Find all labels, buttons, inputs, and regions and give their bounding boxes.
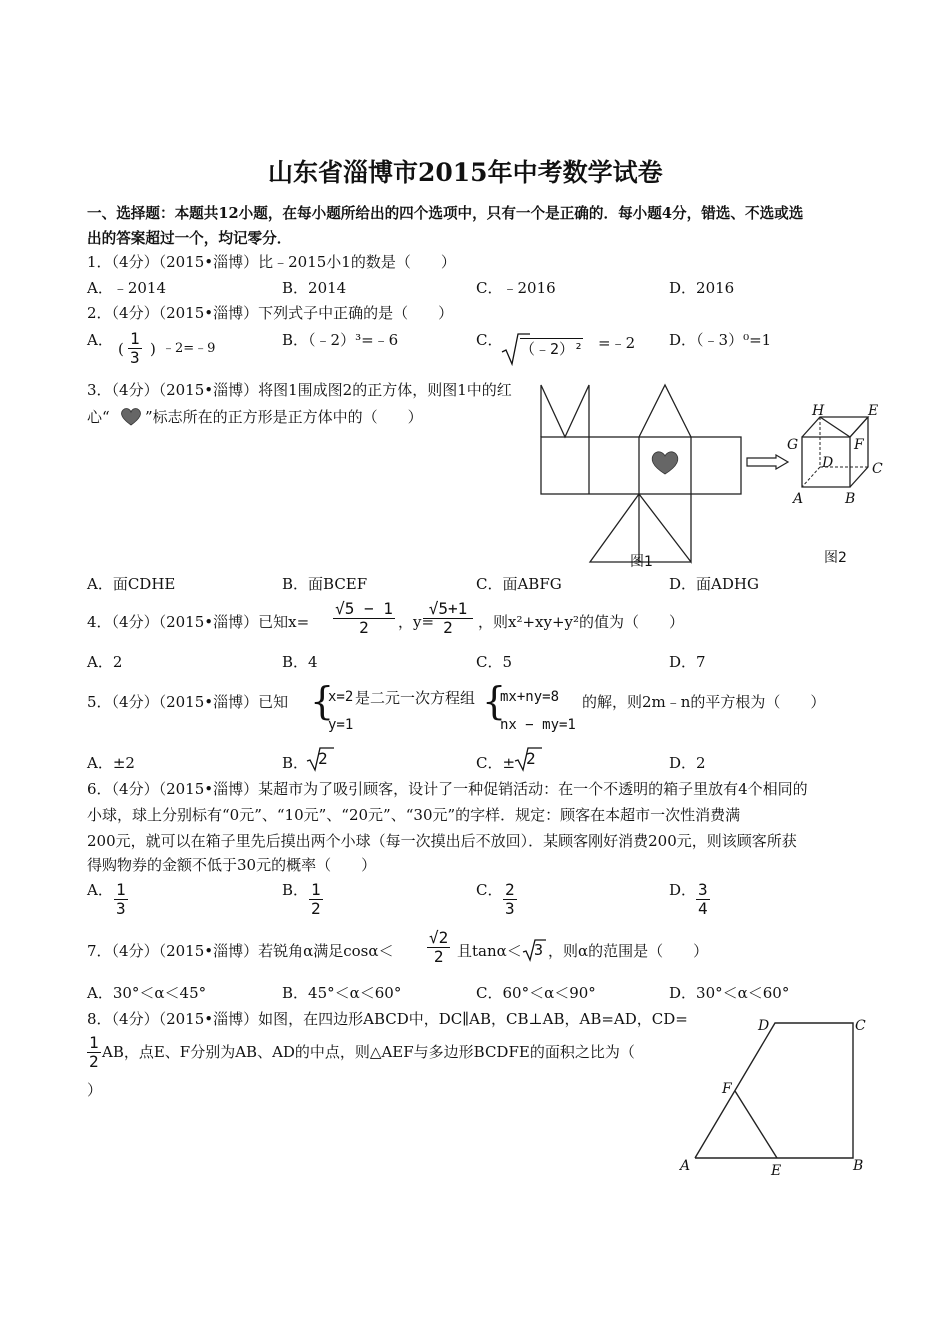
q4-x-numerator: √5 − 1: [333, 600, 395, 619]
q8-denominator: 2: [89, 1052, 99, 1071]
q2-option-c-label: C．: [476, 331, 503, 349]
q8-label-e: E: [771, 1163, 782, 1179]
q5-system2-brace: {: [482, 679, 507, 723]
q5-system1-brace: {: [310, 679, 335, 723]
section-header-line2: 出的答案超过一个，均记零分．: [87, 230, 292, 247]
q8-quadrilateral-figure: [690, 1015, 870, 1165]
q5-option-a: A．±2: [87, 754, 135, 772]
q6-option-a-label: A．: [87, 881, 113, 899]
q4-stem-suffix: ，则x²+xy+y²的值为（ ）: [478, 613, 685, 631]
q4-x-fraction: [333, 600, 395, 637]
q6-d-denominator: 4: [698, 899, 708, 918]
q5-system1-eq2: y=1: [328, 717, 354, 733]
q8-label-c: C: [855, 1018, 866, 1034]
q2-a-paren-close: ): [150, 340, 156, 358]
q1-stem: 1．（4分）（2015•淄博）比﹣2015小1的数是（ ）: [87, 253, 456, 271]
q1-option-b: B．2014: [282, 279, 347, 297]
q4-x-denominator: 2: [359, 618, 369, 637]
q3-stem-line1: 3．（4分）（2015•淄博）将图1围成图2的正方体，则图1中的红: [87, 381, 512, 399]
q2-a-rest: ﹣2=﹣9: [162, 341, 216, 356]
q5-stem-suffix: 的解，则2m﹣n的平方根为（ ）: [582, 693, 826, 711]
q7-option-b: B．45°＜α＜60°: [282, 984, 402, 1002]
q5-option-d: D．2: [669, 754, 706, 772]
q4-stem-prefix: 4．（4分）（2015•淄博）已知x=: [87, 613, 310, 631]
q7-stem-mid: 且tanα＜: [457, 942, 522, 960]
q4-y-numerator: √5+1: [423, 600, 473, 619]
q6-stem-line3: 200元，就可以在箱子里先后摸出两个小球（每一次摸出后不放回）．某顾客刚好消费200元，则该顾客所获: [87, 832, 797, 850]
q6-b-numerator: 1: [311, 880, 321, 899]
arrow-right-icon: [746, 454, 790, 470]
q5-stem-prefix: 5．（4分）（2015•淄博）已知: [87, 693, 289, 711]
q3-cube-label-d: D: [822, 455, 834, 471]
q3-cube-label-f: F: [854, 437, 864, 453]
q6-a-denominator: 3: [116, 899, 126, 918]
q3-cube-label-c: C: [872, 461, 883, 477]
q7-stem-prefix: 7．（4分）（2015•淄博）若锐角α满足cosα＜: [87, 942, 394, 960]
q1-option-c: C．﹣2016: [476, 279, 556, 297]
q3-stem-line2b: ”标志所在的正方形是正方体中的（ ）: [145, 408, 423, 426]
q6-option-b-label: B．: [282, 881, 309, 899]
q6-d-fraction: [696, 881, 710, 918]
q7-fraction: [427, 929, 450, 966]
q5-system2-eq2: nx − my=1: [500, 717, 576, 733]
q2-a-denominator: 3: [130, 348, 140, 367]
q6-b-fraction: [309, 881, 323, 918]
q7-option-a: A．30°＜α＜45°: [87, 984, 207, 1002]
q5-option-c-label: C．±: [476, 754, 516, 772]
q7-option-c: C．60°＜α＜90°: [476, 984, 596, 1002]
q8-fraction: [87, 1034, 101, 1071]
q5-c-radicand: 2: [526, 749, 536, 768]
q2-stem: 2．（4分）（2015•淄博）下列式子中正确的是（ ）: [87, 304, 454, 322]
q8-numerator: 1: [89, 1033, 99, 1052]
q2-option-a-label: A．: [87, 331, 113, 349]
q3-net-heart-icon: [652, 452, 678, 474]
q4-option-a: A．2: [87, 653, 123, 671]
q8-label-b: B: [853, 1158, 864, 1174]
q6-d-numerator: 3: [698, 880, 708, 899]
q5-option-b-label: B．: [282, 754, 309, 772]
q4-y-denominator: 2: [443, 618, 453, 637]
q6-option-d-label: D．: [669, 881, 697, 899]
q5-system1-eq1: x=2: [328, 689, 354, 705]
q6-c-denominator: 3: [505, 899, 515, 918]
q3-option-d: D．面ADHG: [669, 575, 759, 593]
q2-a-fraction: [128, 330, 142, 367]
q7-numerator: √2: [429, 928, 449, 947]
q3-cube-label-e: E: [868, 403, 879, 419]
q5-b-radicand: 2: [318, 749, 328, 768]
q6-stem-line1: 6．（4分）（2015•淄博）某超市为了吸引顾客，设计了一种促销活动：在一个不透明的箱子里放有4个相同的: [87, 780, 808, 798]
q2-c-rest: =﹣2: [598, 334, 636, 352]
q3-figure1-cube-net: [538, 382, 748, 572]
q5-system2-eq1: mx+ny=8: [500, 689, 560, 705]
q2-a-numerator: 1: [130, 329, 140, 348]
q8-label-f: F: [722, 1081, 732, 1097]
q4-y-fraction: [423, 600, 473, 637]
q7-option-d: D．30°＜α＜60°: [669, 984, 790, 1002]
q3-cube-label-h: H: [812, 403, 825, 419]
q7-denominator: 2: [433, 947, 444, 966]
q3-figure1-caption: 图1: [630, 554, 653, 570]
q6-option-c-label: C．: [476, 881, 503, 899]
q3-option-a: A．面CDHE: [87, 575, 176, 593]
q6-b-denominator: 2: [311, 899, 321, 918]
q3-cube-label-a: A: [793, 491, 804, 507]
q8-stem-line3: ）: [87, 1081, 103, 1099]
q6-a-numerator: 1: [116, 880, 126, 899]
q2-c-radicand: （﹣2）²: [520, 340, 584, 358]
q3-cube-label-g: G: [787, 437, 799, 453]
q8-stem-line2: AB，点E、F分别为AB、AD的中点，则△AEF与多边形BCDFE的面积之比为（: [102, 1043, 635, 1061]
q3-stem-line2a: 心“: [87, 408, 110, 426]
q1-option-a: A．﹣2014: [87, 279, 167, 297]
q6-stem-line4: 得购物券的金额不低于30元的概率（ ）: [87, 856, 377, 874]
q4-option-c: C．5: [476, 653, 513, 671]
q5-stem-mid: 是二元一次方程组: [355, 689, 476, 707]
q3-option-b: B．面BCEF: [282, 575, 368, 593]
q4-option-b: B．4: [282, 653, 318, 671]
q3-figure2-caption: 图2: [824, 550, 847, 566]
q4-stem-mid: ，y=: [398, 613, 435, 631]
q8-stem-line1: 8．（4分）（2015•淄博）如图，在四边形ABCD中，DC∥AB，CB⊥AB，AB=AD，CD=: [87, 1010, 688, 1028]
q3-cube-label-b: B: [845, 491, 856, 507]
q6-a-fraction: [114, 881, 128, 918]
q6-c-fraction: [503, 881, 517, 918]
q2-option-b: B．（﹣2）³=﹣6: [282, 331, 399, 349]
q8-label-d: D: [758, 1018, 770, 1034]
q8-label-a: A: [680, 1158, 691, 1174]
heart-icon: [119, 407, 143, 427]
q1-option-d: D．2016: [669, 279, 735, 297]
q7-radicand: 3: [534, 941, 544, 959]
q7-stem-suffix: ，则α的范围是（ ）: [548, 942, 709, 960]
section-header-line1: 一、选择题：本题共12小题，在每小题所给出的四个选项中，只有一个是正确的．每小题4分，错选、不选或选: [87, 205, 804, 222]
q2-option-d: D．（﹣3）⁰=1: [669, 331, 772, 349]
page-title: 山东省淄博市2015年中考数学试卷: [268, 158, 663, 187]
q6-stem-line2: 小球，球上分别标有“0元”、“10元”、“20元”、“30元”的字样．规定：顾客在本超市一次性消费满: [87, 806, 741, 824]
q3-option-c: C．面ABFG: [476, 575, 562, 593]
q2-a-paren-open: (: [118, 340, 124, 358]
q4-option-d: D．7: [669, 653, 706, 671]
q6-c-numerator: 2: [505, 880, 515, 899]
